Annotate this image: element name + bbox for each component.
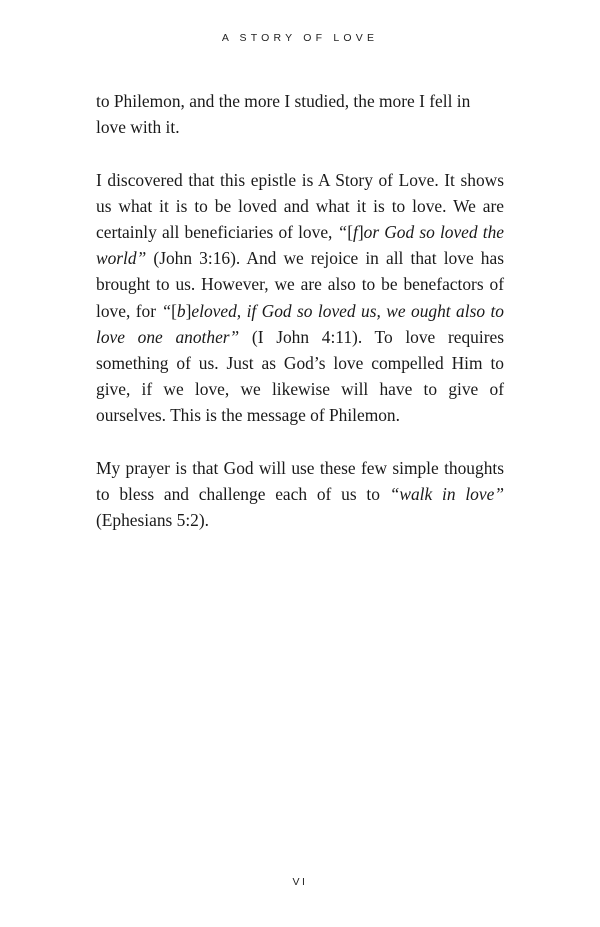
paragraph-2-text: I discovered that this epistle is A Story of Love. It shows us what it is to be loved and what it is to love. We are certainly all beneficiaries of love, [96, 169, 504, 242]
paragraph-3-text: My prayer is that God will use these few simple thoughts to bless and challenge each of us to [96, 457, 504, 505]
quote-bracket-letter: b [176, 300, 186, 321]
paragraph-2-text: (I John 4:11). To love requires something of us. Just as God’s love compelled Him to give, if we love, we likewise will have to give of ourselves. This is the message of Philemon. [96, 326, 504, 426]
paragraph-3-text: (Ephesians 5:2). [96, 510, 210, 531]
paragraph-3 [96, 455, 504, 534]
paragraph-1-text: to Philemon, and the more I studied, the more I fell in love with it. [96, 91, 471, 138]
quote-bracket-letter: f [353, 222, 358, 242]
page-number: VI [292, 876, 308, 888]
quote-open-bracket: “[ [161, 300, 177, 321]
quote-ephesians-5-2: “walk in love” [389, 484, 504, 505]
paragraph-2 [96, 167, 504, 429]
quote-john-3-16: ]or God so loved the world” [96, 222, 504, 269]
paragraph-2-text: (John 3:16). And we rejoice in all that love has brought to us. However, we are also to be benefactors of love, for [96, 248, 504, 321]
quote-open-bracket: “[ [337, 222, 353, 242]
page-body [96, 88, 504, 560]
running-head: A STORY OF LOVE [221, 32, 379, 44]
paragraph-1 [96, 88, 504, 140]
quote-1-john-4-11: ]eloved, if God so loved us, we ought also to love one another” [96, 300, 504, 347]
